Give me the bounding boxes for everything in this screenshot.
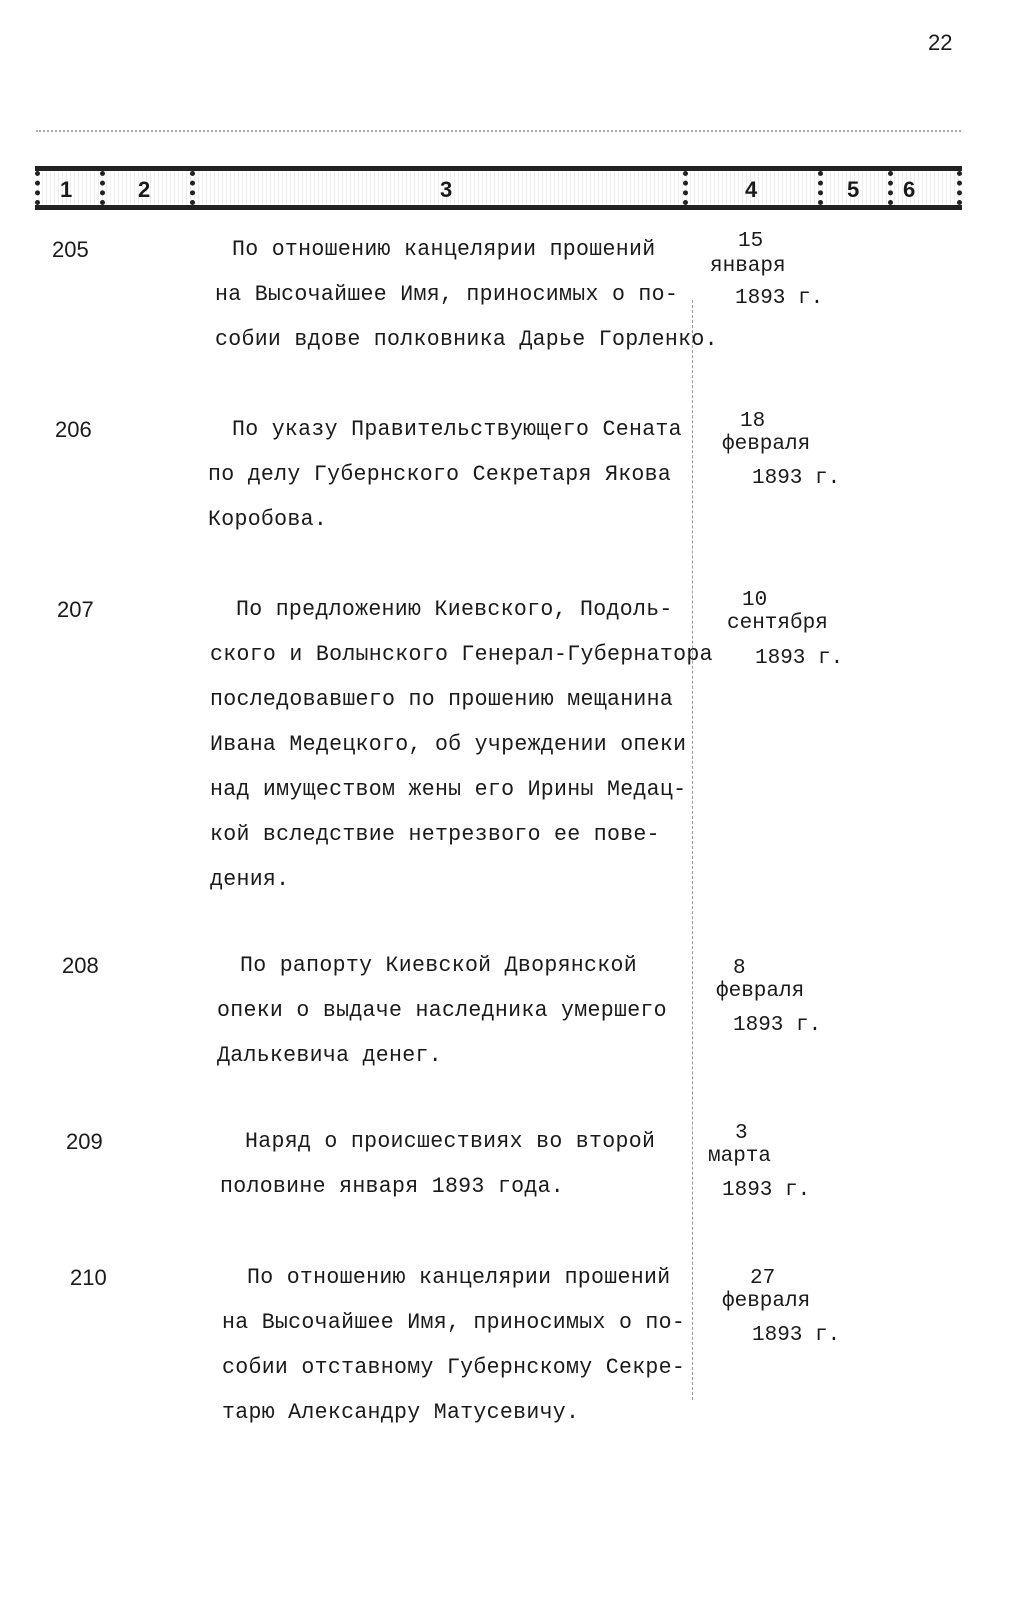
entry-number: 205: [52, 237, 89, 262]
entry-date-day: 3: [735, 1122, 748, 1145]
entry-text-line: половине января 1893 года.: [220, 1174, 565, 1199]
entry-text-line: По предложению Киевского, Подоль-: [236, 597, 673, 622]
entry-number: 207: [57, 597, 94, 622]
header-divider: [683, 171, 688, 205]
entry-date-day: 8: [733, 957, 746, 980]
header-column-5: 5: [847, 177, 860, 202]
entry-date-year: 1893 г.: [722, 1179, 811, 1202]
header-column-1: 1: [60, 177, 73, 202]
entry-text-line: Ивана Медецкого, об учреждении опеки: [210, 732, 687, 757]
entry-text-line: над имуществом жены его Ирины Медац-: [210, 777, 687, 802]
entry-date-month: марта: [708, 1145, 772, 1168]
entry-date-day: 10: [742, 589, 768, 612]
entry-date-year: 1893 г.: [735, 287, 824, 310]
header-divider: [957, 171, 962, 205]
entry-text-line: По рапорту Киевской Дворянской: [240, 953, 637, 978]
header-column-4: 4: [745, 177, 758, 202]
entry-text-line: ского и Волынского Генерал-Губернатора: [210, 642, 713, 667]
entry-date-day: 15: [738, 230, 764, 253]
entry-text-line: собии отставному Губернскому Секре-: [222, 1355, 686, 1380]
entry-text-line: Коробова.: [208, 507, 328, 532]
entry-text-line: собии вдове полковника Дарье Горленко.: [215, 327, 718, 352]
entry-date-month: февраля: [722, 433, 811, 456]
entry-date-month: января: [710, 255, 786, 278]
entry-text-line: последовавшего по прошению мещанина: [210, 687, 674, 712]
entry-text-line: Далькевича денег.: [217, 1043, 442, 1068]
header-divider: [888, 171, 893, 205]
entry-text-line: опеки о выдаче наследника умершего: [217, 998, 667, 1023]
header-divider: [190, 171, 195, 205]
column-divider: [692, 300, 693, 1400]
entry-text-line: дения.: [210, 867, 290, 892]
entry-date-year: 1893 г.: [752, 1324, 841, 1347]
header-divider: [35, 171, 40, 205]
entry-text-line: Наряд о происшествиях во второй: [245, 1129, 656, 1154]
entry-text-line: По указу Правительствующего Сената: [232, 417, 682, 442]
entry-number: 206: [55, 417, 92, 442]
entry-date-day: 18: [740, 410, 766, 433]
header-column-3: 3: [440, 177, 453, 202]
entry-date-month: февраля: [722, 1290, 811, 1313]
entry-text-line: тарю Александру Матусевичу.: [222, 1400, 580, 1425]
entry-text-line: По отношению канцелярии прошений: [247, 1265, 671, 1290]
entry-date-month: сентября: [727, 612, 828, 635]
column-header-table: [35, 166, 962, 210]
page-number: 22: [928, 30, 953, 55]
entry-date-year: 1893 г.: [755, 647, 844, 670]
header-column-6: 6: [903, 177, 916, 202]
header-divider: [818, 171, 823, 205]
entry-text-line: По отношению канцелярии прошений: [232, 237, 656, 262]
entry-number: 208: [62, 953, 99, 978]
scan-artifact-line: [36, 130, 961, 132]
entry-text-line: по делу Губернского Секретаря Якова: [208, 462, 672, 487]
entry-date-month: февраля: [716, 980, 805, 1003]
entry-text-line: на Высочайшее Имя, приносимых о по-: [215, 282, 679, 307]
header-column-2: 2: [138, 177, 151, 202]
entry-text-line: на Высочайшее Имя, приносимых о по-: [222, 1310, 686, 1335]
entry-date-year: 1893 г.: [752, 467, 841, 490]
entry-number: 210: [70, 1265, 107, 1290]
entry-date-year: 1893 г.: [733, 1014, 822, 1037]
entry-number: 209: [66, 1129, 103, 1154]
entry-date-day: 27: [750, 1267, 776, 1290]
header-divider: [100, 171, 105, 205]
entry-text-line: кой вследствие нетрезвого ее пове-: [210, 822, 660, 847]
